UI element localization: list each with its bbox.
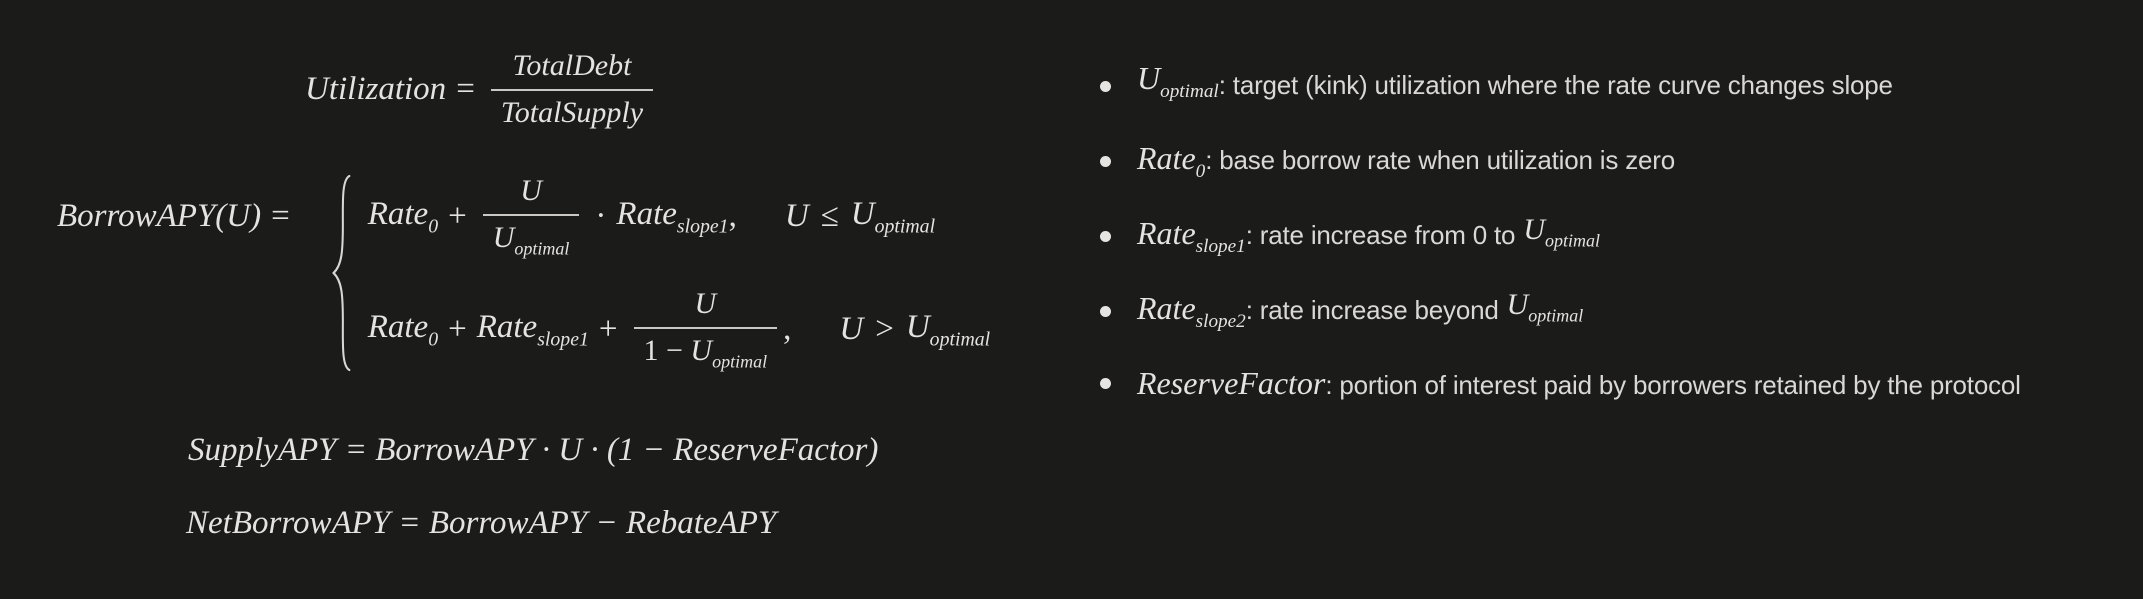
- rate0-sub: 0: [428, 327, 439, 350]
- glossary-item-reserve-factor: [1100, 364, 2021, 402]
- term-sub: optimal: [1160, 81, 1219, 103]
- den-base: U: [690, 334, 713, 368]
- fraction-numerator: TotalDebt: [512, 49, 632, 82]
- tail-sub: optimal: [1544, 230, 1600, 251]
- term-sub: slope2: [1195, 311, 1246, 333]
- fraction-denominator: [634, 327, 778, 373]
- utilization-fraction: [491, 48, 653, 131]
- tail-base: U: [1506, 288, 1529, 321]
- glossary-tail-term: [1523, 212, 1600, 252]
- glossary-desc: : base borrow rate when utilization is zero: [1205, 145, 1675, 175]
- glossary-desc: : rate increase from 0 to: [1245, 220, 1516, 250]
- slope1-base: Rate: [616, 195, 677, 232]
- plus-sign: +: [448, 310, 467, 347]
- comma: ,: [728, 197, 737, 234]
- gt-sign: >: [875, 310, 894, 347]
- plus-sign: +: [598, 310, 618, 347]
- glossary-term: [1137, 364, 1325, 402]
- leq-sign: ≤: [820, 197, 839, 234]
- tail-base: U: [1523, 213, 1545, 246]
- bullet-icon: [1100, 306, 1111, 317]
- condition-upper: [785, 195, 935, 239]
- condition-lower: [839, 308, 990, 352]
- glossary-desc: : target (kink) utilization where the rate curve changes slope: [1218, 70, 1893, 100]
- lower-fraction: [634, 286, 778, 373]
- formula-utilization: [305, 48, 659, 131]
- fraction-denominator: [483, 214, 580, 260]
- fraction-numerator: U: [520, 174, 542, 207]
- tail-sub: optimal: [1528, 305, 1584, 326]
- term-base: U: [1137, 60, 1161, 96]
- equals-sign: =: [271, 198, 290, 234]
- borrow-apy-lhs: [57, 197, 300, 237]
- term-base: Rate: [1137, 140, 1196, 176]
- glossary-term: [1137, 289, 1246, 333]
- glossary-desc: : rate increase beyond: [1245, 295, 1499, 325]
- cond-lhs: U: [784, 197, 809, 234]
- bullet-icon: [1100, 156, 1111, 167]
- glossary-tail-term: [1507, 287, 1584, 327]
- den-sub: optimal: [514, 238, 570, 259]
- glossary-item-rate-slope1: [1100, 214, 1600, 258]
- term-base: Rate: [1137, 290, 1196, 326]
- glossary-term: [1137, 214, 1246, 258]
- den-prefix: 1 −: [643, 334, 691, 368]
- rate0-base: Rate: [367, 308, 429, 345]
- slope1-base: Rate: [476, 308, 538, 345]
- formula-supply-apy: SupplyAPY = BorrowAPY · U · (1 − ReserveFactor): [188, 432, 879, 468]
- rate0-sub: 0: [428, 214, 439, 237]
- cond-rhs-base: U: [905, 308, 930, 345]
- slope1-term: [616, 195, 728, 239]
- piecewise-cases: [368, 173, 990, 373]
- fraction-denominator: TotalSupply: [491, 89, 653, 131]
- slope1-sub: slope1: [537, 327, 589, 350]
- den-base: U: [492, 221, 515, 254]
- glossary-item-rate-slope2: [1100, 289, 1583, 333]
- slope1-sub: slope1: [676, 214, 729, 237]
- glossary-item-rate0: [1100, 139, 1675, 183]
- den-sub: optimal: [712, 351, 768, 372]
- upper-fraction: [483, 173, 580, 260]
- rate0-term: [368, 308, 438, 352]
- term-base: Rate: [1137, 215, 1196, 251]
- left-curly-brace: [328, 173, 354, 373]
- cond-rhs: [906, 308, 990, 352]
- rate0-term: [368, 195, 438, 239]
- cond-rhs: [851, 195, 935, 239]
- term-base: ReserveFactor: [1137, 365, 1326, 401]
- plus-sign: +: [448, 197, 467, 234]
- formula-borrow-apy: [57, 173, 990, 373]
- borrow-apy-lhs-text: BorrowAPY(U): [57, 198, 262, 234]
- utilization-lhs: Utilization: [305, 70, 447, 107]
- term-sub: 0: [1195, 161, 1206, 183]
- cdot-sign: ·: [595, 197, 607, 234]
- case-lower: [368, 286, 990, 373]
- cond-rhs-sub: optimal: [874, 214, 936, 237]
- glossary-term: [1137, 59, 1219, 103]
- fraction-numerator: U: [694, 287, 717, 321]
- bullet-icon: [1100, 81, 1111, 92]
- bullet-icon: [1100, 231, 1111, 242]
- term-sub: slope1: [1195, 236, 1246, 258]
- case-upper: [368, 173, 990, 260]
- cond-rhs-sub: optimal: [929, 327, 991, 350]
- glossary-desc: : portion of interest paid by borrowers retained by the protocol: [1325, 370, 2021, 400]
- formula-net-borrow-apy: NetBorrowAPY = BorrowAPY − RebateAPY: [186, 505, 777, 541]
- bullet-icon: [1100, 378, 1111, 389]
- comma: ,: [783, 310, 792, 347]
- cond-rhs-base: U: [850, 195, 875, 232]
- glossary-item-u-optimal: [1100, 60, 1893, 108]
- cond-lhs: U: [839, 310, 864, 347]
- equals-sign: =: [456, 70, 475, 107]
- glossary-term: [1137, 139, 1205, 183]
- rate0-base: Rate: [367, 195, 429, 232]
- slope1-term: [477, 308, 589, 352]
